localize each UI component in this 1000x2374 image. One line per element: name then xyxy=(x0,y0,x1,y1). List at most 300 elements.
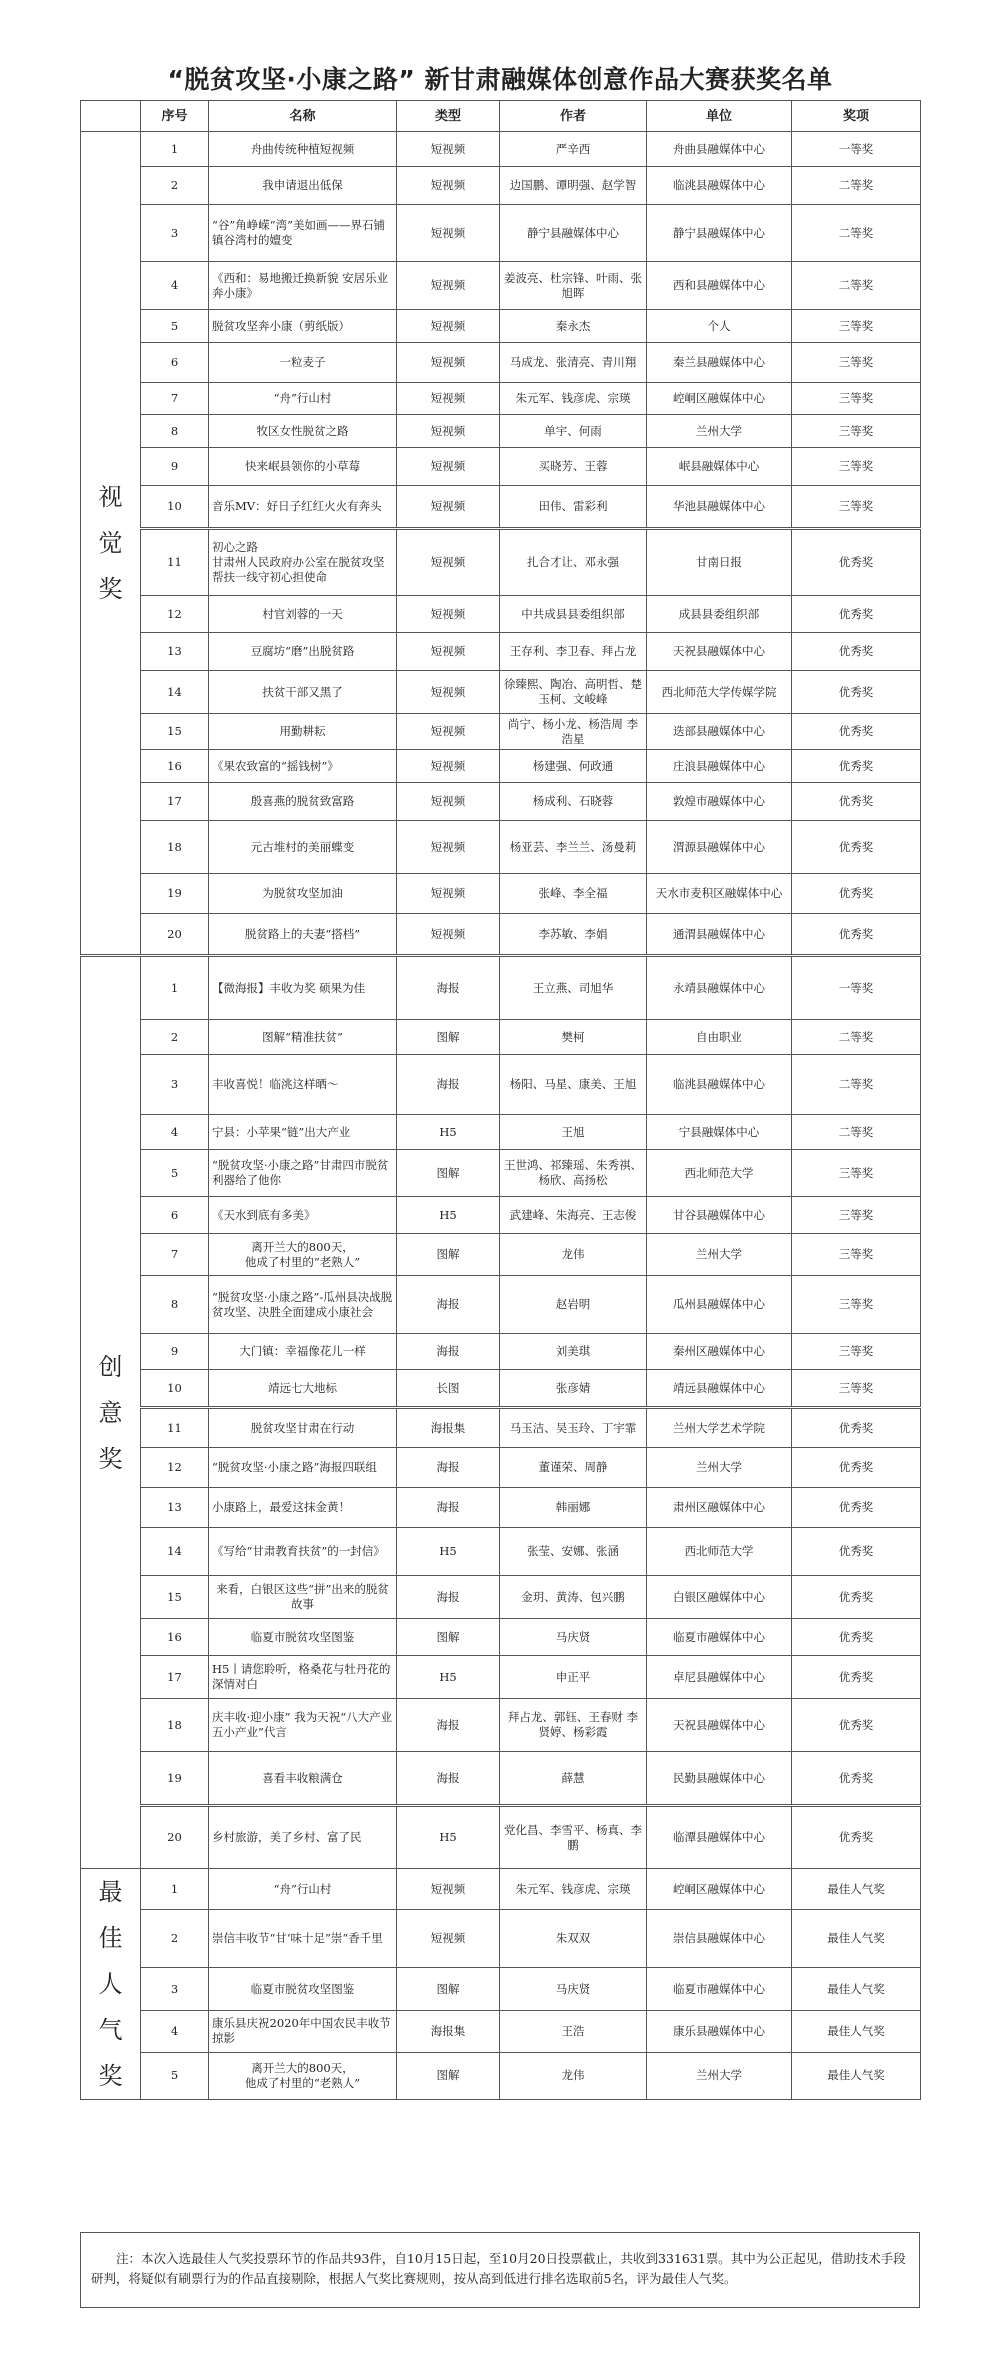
header-name: 名称 xyxy=(209,101,397,132)
category-char: 奖 xyxy=(98,575,123,603)
cell-author: 党化昌、李雪平、杨真、李鹏 xyxy=(500,1806,647,1869)
table-row xyxy=(81,1528,921,1576)
cell-no: 4 xyxy=(141,262,209,310)
table-row xyxy=(81,1619,921,1656)
table-row xyxy=(81,383,921,415)
cell-author: 韩丽娜 xyxy=(500,1488,647,1528)
cell-author: 朱元军、钱彦虎、宗瑛 xyxy=(500,383,647,415)
cell-author: 朱双双 xyxy=(500,1910,647,1968)
header-unit: 单位 xyxy=(647,101,792,132)
header-no: 序号 xyxy=(141,101,209,132)
cell-author: 朱元军、钱彦虎、宗瑛 xyxy=(500,1869,647,1910)
cell-no: 1 xyxy=(141,1869,209,1910)
cell-unit: 西北师范大学 xyxy=(647,1150,792,1197)
cell-award: 三等奖 xyxy=(792,486,921,529)
cell-award: 优秀奖 xyxy=(792,1699,921,1752)
cell-award: 三等奖 xyxy=(792,383,921,415)
cell-name: 牧区女性脱贫之路 xyxy=(209,415,397,448)
cell-award: 优秀奖 xyxy=(792,1619,921,1656)
cell-unit: 肃州区融媒体中心 xyxy=(647,1488,792,1528)
cell-unit: 康乐县融媒体中心 xyxy=(647,2010,792,2052)
cell-unit: 渭源县融媒体中心 xyxy=(647,821,792,874)
cell-type: 海报 xyxy=(397,1488,500,1528)
cell-unit: 静宁县融媒体中心 xyxy=(647,205,792,262)
table-row xyxy=(81,415,921,448)
cell-author: 申正平 xyxy=(500,1656,647,1699)
table-row xyxy=(81,448,921,486)
cell-award: 优秀奖 xyxy=(792,1656,921,1699)
table-row xyxy=(81,1448,921,1488)
cell-type: H5 xyxy=(397,1528,500,1576)
cell-name: 临夏市脱贫攻坚图鉴 xyxy=(209,1619,397,1656)
cell-name: 脱贫攻坚甘肃在行动 xyxy=(209,1408,397,1448)
cell-name: 小康路上，最爱这抹金黄！ xyxy=(209,1488,397,1528)
cell-type: 海报 xyxy=(397,1448,500,1488)
cell-name: 大门镇：幸福像花儿一样 xyxy=(209,1334,397,1370)
cell-no: 12 xyxy=(141,1448,209,1488)
cell-no: 7 xyxy=(141,1234,209,1276)
awards-table xyxy=(80,100,921,2100)
cell-author: 武建峰、朱海亮、王志俊 xyxy=(500,1197,647,1234)
category-char: 奖 xyxy=(98,1444,123,1473)
cell-unit: 西北师范大学传媒学院 xyxy=(647,671,792,714)
cell-author: 姜波亮、杜宗锋、叶雨、张旭晖 xyxy=(500,262,647,310)
cell-name: “脱贫攻坚·小康之路”甘肃四市脱贫利器给了他你 xyxy=(209,1150,397,1197)
cell-name: 初心之路 甘肃州人民政府办公室在脱贫攻坚帮扶一线守初心担使命 xyxy=(209,529,397,596)
table-row xyxy=(81,167,921,205)
table-row xyxy=(81,1115,921,1150)
cell-name: “舟”行山村 xyxy=(209,383,397,415)
cell-name: 为脱贫攻坚加油 xyxy=(209,874,397,914)
cell-no: 1 xyxy=(141,132,209,167)
category-cell xyxy=(81,956,141,1869)
cell-award: 三等奖 xyxy=(792,448,921,486)
cell-type: 海报 xyxy=(397,1752,500,1806)
cell-author: 张峰、李全福 xyxy=(500,874,647,914)
table-row xyxy=(81,783,921,821)
cell-award: 三等奖 xyxy=(792,1234,921,1276)
cell-unit: 甘南日报 xyxy=(647,529,792,596)
cell-award: 优秀奖 xyxy=(792,750,921,783)
cell-type: 短视频 xyxy=(397,310,500,343)
cell-award: 优秀奖 xyxy=(792,1576,921,1619)
cell-author: 中共成县县委组织部 xyxy=(500,596,647,633)
cell-name: 殷喜燕的脱贫致富路 xyxy=(209,783,397,821)
cell-author: 杨成利、石晓蓉 xyxy=(500,783,647,821)
cell-author: 李苏敏、李娟 xyxy=(500,914,647,956)
cell-type: 短视频 xyxy=(397,1910,500,1968)
cell-no: 3 xyxy=(141,1055,209,1115)
cell-name: 扶贫干部又黑了 xyxy=(209,671,397,714)
cell-type: 短视频 xyxy=(397,383,500,415)
cell-author: 马玉洁、吴玉玲、丁宇霏 xyxy=(500,1408,647,1448)
cell-name: 音乐MV：好日子红红火火有奔头 xyxy=(209,486,397,529)
table-row xyxy=(81,1276,921,1334)
category-char: 最 xyxy=(98,1878,123,1906)
cell-author: 尚宁、杨小龙、杨浩周 李浩星 xyxy=(500,714,647,750)
cell-type: 图解 xyxy=(397,1020,500,1055)
table-row xyxy=(81,1806,921,1869)
cell-name: 一粒麦子 xyxy=(209,343,397,383)
cell-type: 海报 xyxy=(397,1334,500,1370)
cell-award: 一等奖 xyxy=(792,132,921,167)
cell-type: 短视频 xyxy=(397,415,500,448)
cell-no: 13 xyxy=(141,1488,209,1528)
cell-unit: 兰州大学 xyxy=(647,415,792,448)
table-row xyxy=(81,1699,921,1752)
cell-no: 6 xyxy=(141,1197,209,1234)
cell-no: 8 xyxy=(141,1276,209,1334)
cell-name: 【微海报】丰收为奖 硕果为佳 xyxy=(209,956,397,1020)
cell-type: 短视频 xyxy=(397,874,500,914)
cell-no: 18 xyxy=(141,821,209,874)
cell-no: 8 xyxy=(141,415,209,448)
cell-unit: 庄浪县融媒体中心 xyxy=(647,750,792,783)
table-row xyxy=(81,1197,921,1234)
cell-type: 短视频 xyxy=(397,167,500,205)
cell-type: 海报 xyxy=(397,1699,500,1752)
cell-type: 图解 xyxy=(397,1150,500,1197)
cell-author: 马成龙、张清亮、青川翔 xyxy=(500,343,647,383)
cell-award: 最佳人气奖 xyxy=(792,1968,921,2010)
table-row xyxy=(81,714,921,750)
table-row xyxy=(81,633,921,671)
cell-unit: 瓜州县融媒体中心 xyxy=(647,1276,792,1334)
cell-no: 16 xyxy=(141,1619,209,1656)
cell-unit: 舟曲县融媒体中心 xyxy=(647,132,792,167)
table-row xyxy=(81,310,921,343)
cell-name: 康乐县庆祝2020年中国农民丰收节掠影 xyxy=(209,2010,397,2052)
cell-author: 樊柯 xyxy=(500,1020,647,1055)
table-row xyxy=(81,1752,921,1806)
cell-no: 17 xyxy=(141,1656,209,1699)
cell-no: 9 xyxy=(141,448,209,486)
cell-name: 元古堆村的美丽蝶变 xyxy=(209,821,397,874)
category-char: 视 xyxy=(98,483,123,511)
cell-unit: 靖远县融媒体中心 xyxy=(647,1370,792,1408)
table-row xyxy=(81,874,921,914)
cell-award: 优秀奖 xyxy=(792,1806,921,1869)
table-row xyxy=(81,1370,921,1408)
cell-unit: 秦兰县融媒体中心 xyxy=(647,343,792,383)
cell-type: 图解 xyxy=(397,1234,500,1276)
table-row xyxy=(81,1234,921,1276)
cell-author: 王旭 xyxy=(500,1115,647,1150)
cell-no: 11 xyxy=(141,529,209,596)
header-award: 奖项 xyxy=(792,101,921,132)
cell-award: 优秀奖 xyxy=(792,1752,921,1806)
cell-author: 田伟、雷彩利 xyxy=(500,486,647,529)
cell-unit: 自由职业 xyxy=(647,1020,792,1055)
table-row xyxy=(81,914,921,956)
cell-award: 三等奖 xyxy=(792,1150,921,1197)
cell-name: “舟”行山村 xyxy=(209,1869,397,1910)
cell-type: 短视频 xyxy=(397,714,500,750)
cell-author: 杨建强、何政通 xyxy=(500,750,647,783)
cell-award: 最佳人气奖 xyxy=(792,2010,921,2052)
table-row xyxy=(81,596,921,633)
cell-type: 图解 xyxy=(397,2052,500,2099)
cell-type: 短视频 xyxy=(397,486,500,529)
cell-unit: 天祝县融媒体中心 xyxy=(647,633,792,671)
cell-no: 14 xyxy=(141,1528,209,1576)
cell-name: 喜看丰收粮满仓 xyxy=(209,1752,397,1806)
cell-type: 短视频 xyxy=(397,821,500,874)
cell-unit: 永靖县融媒体中心 xyxy=(647,956,792,1020)
cell-author: 赵岩明 xyxy=(500,1276,647,1334)
cell-no: 12 xyxy=(141,596,209,633)
footnote: 注：本次入选最佳人气奖投票环节的作品共93件，自10月15日起，至10月20日投票截止，共收到331631票。其中为公正起见，借助技术手段研判，将疑似有刷票行为的作品直接剔除，根据人气奖比赛规则，按从高到低进行排名选取前5名，评为最佳人气奖。 xyxy=(80,2232,920,2308)
cell-name: “谷”角峥嵘“湾”美如画——界石铺镇谷湾村的嬗变 xyxy=(209,205,397,262)
cell-name: 《果农致富的“摇钱树”》 xyxy=(209,750,397,783)
table-row xyxy=(81,1869,921,1910)
category-char: 佳 xyxy=(98,1924,123,1952)
cell-type: 海报 xyxy=(397,1576,500,1619)
cell-name: 我申请退出低保 xyxy=(209,167,397,205)
cell-award: 优秀奖 xyxy=(792,714,921,750)
cell-unit: 临洮县融媒体中心 xyxy=(647,167,792,205)
cell-type: 海报集 xyxy=(397,1408,500,1448)
cell-award: 最佳人气奖 xyxy=(792,1869,921,1910)
cell-name: 用勤耕耘 xyxy=(209,714,397,750)
cell-award: 二等奖 xyxy=(792,1115,921,1150)
cell-type: 图解 xyxy=(397,1619,500,1656)
cell-no: 5 xyxy=(141,310,209,343)
cell-author: 刘美琪 xyxy=(500,1334,647,1370)
cell-award: 三等奖 xyxy=(792,415,921,448)
cell-award: 优秀奖 xyxy=(792,821,921,874)
cell-unit: 民勤县融媒体中心 xyxy=(647,1752,792,1806)
cell-no: 15 xyxy=(141,714,209,750)
cell-award: 三等奖 xyxy=(792,1197,921,1234)
cell-unit: 甘谷县融媒体中心 xyxy=(647,1197,792,1234)
cell-author: 龙伟 xyxy=(500,1234,647,1276)
cell-author: 扎合才让、邓永强 xyxy=(500,529,647,596)
cell-award: 优秀奖 xyxy=(792,633,921,671)
cell-type: 短视频 xyxy=(397,633,500,671)
cell-author: 龙伟 xyxy=(500,2052,647,2099)
cell-no: 10 xyxy=(141,1370,209,1408)
cell-type: 短视频 xyxy=(397,343,500,383)
cell-award: 三等奖 xyxy=(792,343,921,383)
cell-award: 二等奖 xyxy=(792,205,921,262)
cell-name: 庆丰收·迎小康” 我为天祝“八大产业 五小产业”代言 xyxy=(209,1699,397,1752)
cell-name: 宁县：小苹果“链”出大产业 xyxy=(209,1115,397,1150)
cell-name: 脱贫攻坚奔小康（剪纸版） xyxy=(209,310,397,343)
cell-unit: 通渭县融媒体中心 xyxy=(647,914,792,956)
cell-author: 徐臻熙、陶冶、高明哲、楚玉柯、文峻峰 xyxy=(500,671,647,714)
cell-author: 马庆贤 xyxy=(500,1619,647,1656)
cell-name: 靖远七大地标 xyxy=(209,1370,397,1408)
cell-name: 来看，白银区这些“拼”出来的脱贫故事 xyxy=(209,1576,397,1619)
cell-name: 《天水到底有多美》 xyxy=(209,1197,397,1234)
cell-name: 临夏市脱贫攻坚图鉴 xyxy=(209,1968,397,2010)
cell-type: 海报 xyxy=(397,1276,500,1334)
table-row xyxy=(81,1334,921,1370)
category-char: 人 xyxy=(98,1970,123,1998)
cell-type: 短视频 xyxy=(397,529,500,596)
cell-no: 20 xyxy=(141,914,209,956)
cell-no: 14 xyxy=(141,671,209,714)
cell-no: 7 xyxy=(141,383,209,415)
cell-name: 《西和：易地搬迁换新貌 安居乐业奔小康》 xyxy=(209,262,397,310)
cell-no: 6 xyxy=(141,343,209,383)
cell-author: 董谨荣、周静 xyxy=(500,1448,647,1488)
cell-no: 17 xyxy=(141,783,209,821)
table-row xyxy=(81,1408,921,1448)
header-type: 类型 xyxy=(397,101,500,132)
table-row xyxy=(81,486,921,529)
cell-unit: 崆峒区融媒体中心 xyxy=(647,1869,792,1910)
cell-award: 最佳人气奖 xyxy=(792,1910,921,1968)
cell-award: 优秀奖 xyxy=(792,1528,921,1576)
cell-author: 严辛西 xyxy=(500,132,647,167)
cell-unit: 临洮县融媒体中心 xyxy=(647,1055,792,1115)
cell-type: 短视频 xyxy=(397,671,500,714)
cell-unit: 卓尼县融媒体中心 xyxy=(647,1656,792,1699)
cell-no: 20 xyxy=(141,1806,209,1869)
cell-award: 优秀奖 xyxy=(792,596,921,633)
table-header-row xyxy=(81,101,921,132)
cell-name: 丰收喜悦！临洮这样晒～ xyxy=(209,1055,397,1115)
table-row xyxy=(81,2052,921,2099)
table-row xyxy=(81,671,921,714)
cell-no: 15 xyxy=(141,1576,209,1619)
cell-unit: 敦煌市融媒体中心 xyxy=(647,783,792,821)
cell-no: 10 xyxy=(141,486,209,529)
cell-award: 二等奖 xyxy=(792,167,921,205)
cell-no: 19 xyxy=(141,874,209,914)
table-row xyxy=(81,132,921,167)
cell-type: 短视频 xyxy=(397,750,500,783)
table-row xyxy=(81,750,921,783)
cell-type: 短视频 xyxy=(397,783,500,821)
cell-unit: 成县县委组织部 xyxy=(647,596,792,633)
cell-no: 2 xyxy=(141,1910,209,1968)
category-cell xyxy=(81,1869,141,2100)
table-body xyxy=(81,132,921,2100)
category-cell xyxy=(81,132,141,956)
cell-unit: 岷县融媒体中心 xyxy=(647,448,792,486)
cell-unit: 迭部县融媒体中心 xyxy=(647,714,792,750)
cell-author: 杨阳、马星、康美、王旭 xyxy=(500,1055,647,1115)
cell-type: H5 xyxy=(397,1115,500,1150)
cell-award: 二等奖 xyxy=(792,1055,921,1115)
cell-no: 5 xyxy=(141,1150,209,1197)
cell-no: 13 xyxy=(141,633,209,671)
cell-name: 崇信丰收节“甘‘味十足”崇“香千里 xyxy=(209,1910,397,1968)
table-row xyxy=(81,1055,921,1115)
cell-award: 最佳人气奖 xyxy=(792,2052,921,2099)
table-row xyxy=(81,343,921,383)
cell-unit: 华池县融媒体中心 xyxy=(647,486,792,529)
category-char: 奖 xyxy=(98,2062,123,2090)
cell-author: 马庆贤 xyxy=(500,1968,647,2010)
cell-author: 金玥、黄涛、包兴鹏 xyxy=(500,1576,647,1619)
cell-unit: 临夏市融媒体中心 xyxy=(647,1619,792,1656)
cell-no: 2 xyxy=(141,1020,209,1055)
cell-author: 薛慧 xyxy=(500,1752,647,1806)
cell-author: 张彦婧 xyxy=(500,1370,647,1408)
cell-unit: 临潭县融媒体中心 xyxy=(647,1806,792,1869)
cell-author: 静宁县融媒体中心 xyxy=(500,205,647,262)
cell-award: 二等奖 xyxy=(792,1020,921,1055)
cell-author: 王存利、李卫春、拜占龙 xyxy=(500,633,647,671)
cell-award: 三等奖 xyxy=(792,1370,921,1408)
cell-unit: 宁县融媒体中心 xyxy=(647,1115,792,1150)
cell-type: 短视频 xyxy=(397,448,500,486)
cell-no: 3 xyxy=(141,205,209,262)
cell-name: 村官刘蓉的一天 xyxy=(209,596,397,633)
table-row xyxy=(81,1968,921,2010)
table-row xyxy=(81,262,921,310)
cell-no: 11 xyxy=(141,1408,209,1448)
cell-unit: 西和县融媒体中心 xyxy=(647,262,792,310)
cell-award: 三等奖 xyxy=(792,1334,921,1370)
category-char: 创 xyxy=(98,1352,123,1381)
cell-unit: 秦州区融媒体中心 xyxy=(647,1334,792,1370)
cell-unit: 个人 xyxy=(647,310,792,343)
cell-award: 优秀奖 xyxy=(792,1408,921,1448)
cell-author: 边国鹏、谭明强、赵学智 xyxy=(500,167,647,205)
cell-no: 2 xyxy=(141,167,209,205)
cell-author: 张莹、安娜、张涵 xyxy=(500,1528,647,1576)
cell-author: 王世鸿、祁臻瑶、朱秀祺、杨欣、高扬松 xyxy=(500,1150,647,1197)
cell-name: H5丨请您聆听，格桑花与牡丹花的深情对白 xyxy=(209,1656,397,1699)
cell-type: 海报集 xyxy=(397,2010,500,2052)
cell-author: 拜占龙、郭钰、王春财 李贤婷、杨彩霞 xyxy=(500,1699,647,1752)
cell-award: 三等奖 xyxy=(792,1276,921,1334)
cell-name: “脱贫攻坚·小康之路”海报四联组 xyxy=(209,1448,397,1488)
cell-award: 优秀奖 xyxy=(792,671,921,714)
cell-name: 《写给“甘肃教育扶贫”的一封信》 xyxy=(209,1528,397,1576)
cell-award: 优秀奖 xyxy=(792,874,921,914)
cell-author: 单宇、何雨 xyxy=(500,415,647,448)
category-char: 意 xyxy=(98,1398,123,1427)
table-row xyxy=(81,1020,921,1055)
cell-no: 19 xyxy=(141,1752,209,1806)
cell-author: 王立燕、司旭华 xyxy=(500,956,647,1020)
cell-no: 4 xyxy=(141,2010,209,2052)
cell-type: 短视频 xyxy=(397,262,500,310)
category-char: 觉 xyxy=(98,529,123,557)
table-row xyxy=(81,2010,921,2052)
cell-no: 18 xyxy=(141,1699,209,1752)
cell-unit: 兰州大学艺术学院 xyxy=(647,1408,792,1448)
cell-name: 豆腐坊“磨”出脱贫路 xyxy=(209,633,397,671)
header-category xyxy=(81,101,141,132)
cell-unit: 西北师范大学 xyxy=(647,1528,792,1576)
cell-name: 离开兰大的800天， 他成了村里的“老熟人” xyxy=(209,1234,397,1276)
cell-name: 乡村旅游，美了乡村、富了民 xyxy=(209,1806,397,1869)
cell-no: 5 xyxy=(141,2052,209,2099)
cell-author: 杨亚芸、李兰兰、汤曼莉 xyxy=(500,821,647,874)
cell-no: 1 xyxy=(141,956,209,1020)
cell-name: 图解“精准扶贫” xyxy=(209,1020,397,1055)
cell-unit: 天水市麦积区融媒体中心 xyxy=(647,874,792,914)
table-row xyxy=(81,1488,921,1528)
cell-award: 优秀奖 xyxy=(792,783,921,821)
cell-no: 9 xyxy=(141,1334,209,1370)
cell-unit: 崆峒区融媒体中心 xyxy=(647,383,792,415)
cell-no: 3 xyxy=(141,1968,209,2010)
cell-name: 快来岷县领你的小草莓 xyxy=(209,448,397,486)
cell-award: 优秀奖 xyxy=(792,1448,921,1488)
cell-type: H5 xyxy=(397,1806,500,1869)
table-row xyxy=(81,1656,921,1699)
cell-type: H5 xyxy=(397,1197,500,1234)
cell-author: 王浩 xyxy=(500,2010,647,2052)
